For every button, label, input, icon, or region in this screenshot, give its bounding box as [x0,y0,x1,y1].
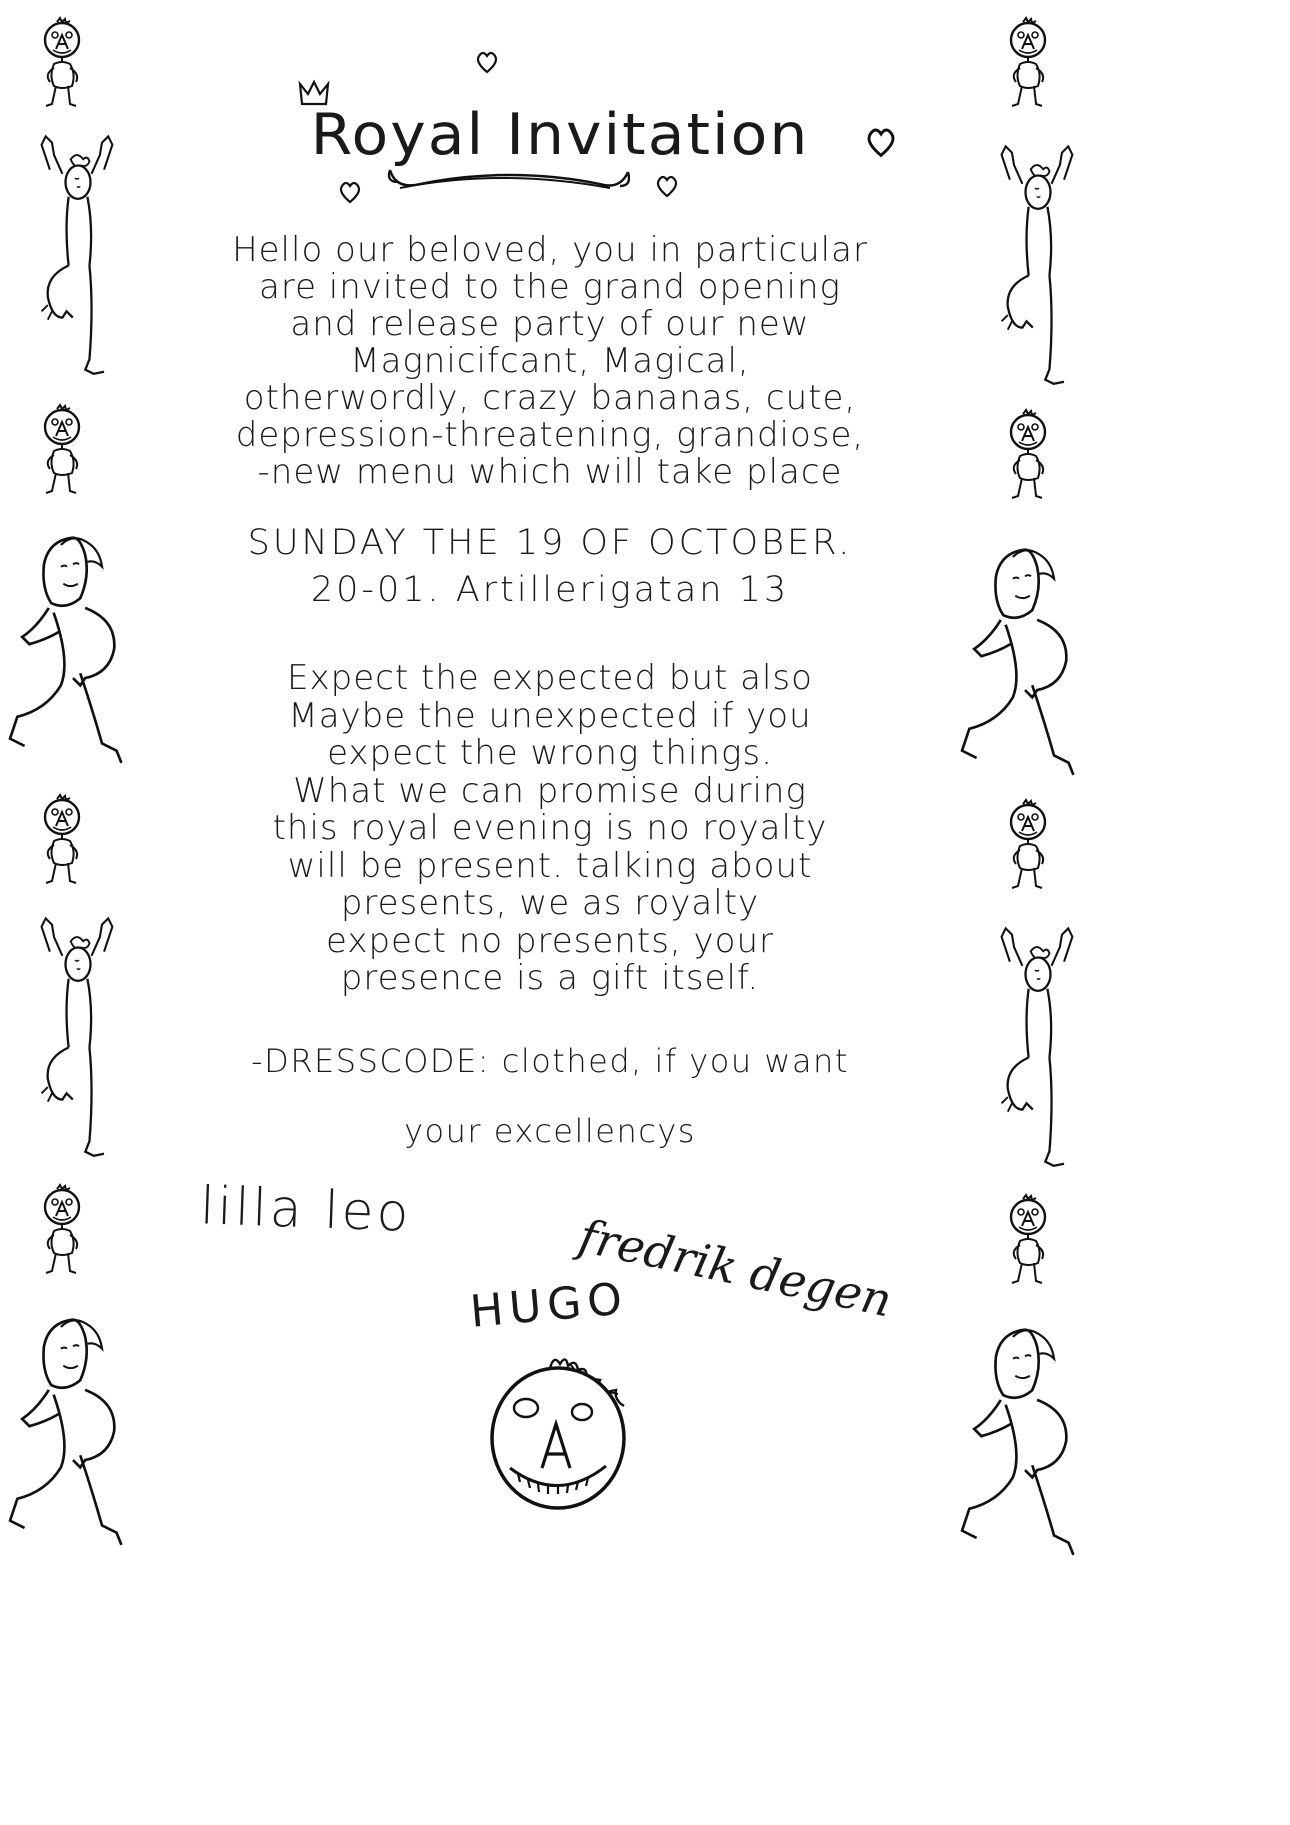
heart-icon [655,174,683,202]
heart-icon [865,126,897,158]
dancing-figure-doodle-icon [988,138,1088,388]
walking-figure-doodle-icon [8,1310,138,1540]
dancing-figure-doodle-icon [988,920,1088,1170]
body-line: What we can promise during [293,770,807,811]
crowned-face-doodle-icon [998,410,1068,510]
face-doodle-icon [480,1350,640,1519]
walking-figure-doodle-icon [8,528,138,758]
dancing-figure-doodle-icon [28,910,128,1160]
crowned-face-doodle-icon [998,1195,1068,1295]
body-line: -new menu which will take place [257,452,843,492]
body-line: presence is a gift itself. [340,958,760,998]
event-details [150,520,950,614]
walking-figure-doodle-icon [960,540,1090,770]
invitation-body-second [150,660,950,998]
closing-line: your excellencys [404,1112,696,1150]
body-line: will be present. talking about [287,845,813,886]
crowned-face-doodle-icon [32,795,102,895]
body-line: Magnicifcant, Magical, [350,341,750,381]
body-line: are invited to the grand opening [259,267,841,307]
dresscode: -DRESSCODE: clothed, if you want [251,1042,849,1080]
event-time-address: 20-01. Artillerigatan 13 [310,570,790,610]
signature-hugo: HUGO [468,1273,630,1338]
body-line: Hello our beloved, you in particular [232,230,868,270]
page-title: Royal Invitation [310,101,810,169]
body-line: expect the wrong things. [327,733,773,773]
heart-icon [338,180,364,206]
crowned-face-doodle-icon [32,18,102,118]
heart-icon [475,50,501,76]
crowned-face-doodle-icon [998,18,1068,118]
body-line: Expect the expected but also [287,658,813,698]
body-line: depression-threatening, grandiose, [235,415,865,455]
signature-fredrik-degen: fredrik degen [574,1208,897,1328]
body-line: expect no presents, your [326,920,774,961]
invitation-body [150,232,950,491]
title-area [290,60,830,220]
signature-lilla-leo: lilla leo [199,1176,413,1244]
body-line: this royal evening is no royalty [272,808,828,848]
body-line: Maybe the unexpected if you [288,695,812,736]
crowned-face-doodle-icon [998,800,1068,900]
event-date: SUNDAY THE 19 OF OCTOBER. [247,523,853,563]
crowned-face-doodle-icon [32,405,102,505]
body-line: otherwordly, crazy bananas, cute, [243,378,857,418]
body-line: and release party of our new [290,304,810,344]
body-line: presents, we as royalty [340,883,760,923]
walking-figure-doodle-icon [960,1320,1090,1550]
crowned-face-doodle-icon [32,1185,102,1285]
ribbon-icon [380,160,630,200]
dancing-figure-doodle-icon [28,128,128,378]
